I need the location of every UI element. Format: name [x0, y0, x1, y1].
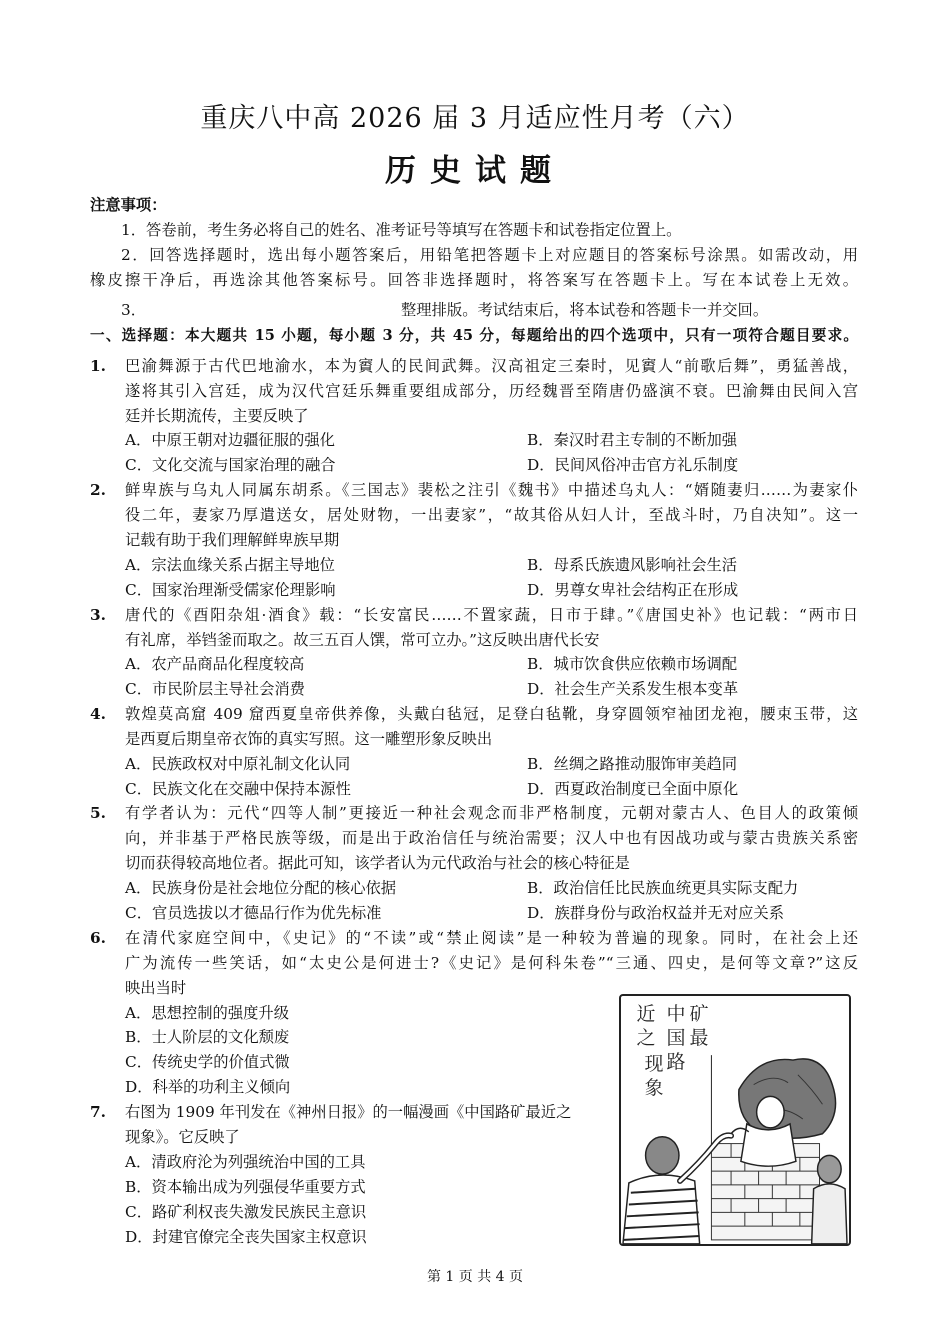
question-1-stem-line: 廷并长期流传，主要反映了 [125, 407, 309, 425]
question-5-option-a[interactable]: A．民族身份是社会地位分配的核心依据 [125, 879, 397, 897]
question-7-option-c[interactable]: C．路矿利权丧失激发民族民主意识 [125, 1203, 367, 1221]
question-7-option-b[interactable]: B．资本输出成为列强侵华重要方式 [125, 1178, 366, 1196]
question-5-number: 5. [90, 804, 106, 822]
question-6-option-c[interactable]: C．传统史学的价值式微 [125, 1053, 290, 1071]
question-4-option-c[interactable]: C．民族文化在交融中保持本源性 [125, 780, 351, 798]
section-1-heading: 一、选择题：本大题共 15 小题，每小题 3 分，共 45 分，每题给出的四个选项中，只有一项符合题目要求。 [90, 327, 858, 344]
question-2-number: 2. [90, 481, 106, 499]
question-3-stem-line: 唐代的《酉阳杂俎·酒食》载：“长安富民……不置家蔬，日市于肆。”《唐国史补》也记载：“两市日 [125, 606, 858, 624]
question-5-option-c[interactable]: C．官员选拔以才德品行作为优先标准 [125, 904, 382, 922]
question-4-stem-line: 敦煌莫高窟 409 窟西夏皇帝供养像，头戴白毡冠，足登白毡靴，身穿圆领窄袖团龙袍，腰束玉带，这 [125, 705, 858, 723]
question-7-number: 7. [90, 1103, 106, 1121]
question-6-stem-line: 广为流传一些笑话，如“太史公是何进士?《史记》是何科朱卷”“三通、四史，是何等文章?”这反 [125, 954, 858, 972]
question-6-number: 6. [90, 929, 106, 947]
question-7-stem-line: 右图为 1909 年刊发在《神州日报》的一幅漫画《中国路矿最近之 [125, 1103, 572, 1121]
question-5-stem-line: 有学者认为：元代“四等人制”更接近一种社会观念而非严格制度，元朝对蒙古人、色目人的政策倾 [125, 804, 858, 822]
notice-heading: 注意事项： [90, 196, 167, 214]
question-6-stem-line: 在清代家庭空间中，《史记》的“不读”或“禁止阅读”是一种较为普遍的现象。同时，在社会上还 [125, 929, 858, 947]
question-6-option-a[interactable]: A．思想控制的强度升级 [125, 1004, 290, 1022]
question-3-number: 3. [90, 606, 106, 624]
question-6-stem-line: 映出当时 [125, 979, 187, 997]
question-7-option-a[interactable]: A．清政府沦为列强统治中国的工具 [125, 1153, 366, 1171]
exam-subject: 历史试题 [385, 153, 565, 189]
question-4-stem-line: 是西夏后期皇帝衣饰的真实写照。这一雕塑形象反映出 [125, 730, 493, 748]
question-2-option-c[interactable]: C．国家治理渐受儒家伦理影响 [125, 581, 336, 599]
question-1-number: 1. [90, 357, 106, 375]
question-2-option-d[interactable]: D．男尊女卑社会结构正在形成 [527, 581, 739, 599]
notice-item-3-number: 3． [121, 301, 147, 319]
question-3-option-c[interactable]: C．市民阶层主导社会消费 [125, 680, 305, 698]
question-7-stem-line: 现象》。它反映了 [125, 1128, 240, 1146]
question-2-option-b[interactable]: B．母系氏族遗风影响社会生活 [527, 556, 738, 574]
cartoon-caption-col-3: 近之 [636, 1003, 656, 1049]
question-3-option-b[interactable]: B．城市饮食供应依赖市场调配 [527, 655, 738, 673]
question-6-option-b[interactable]: B．士人阶层的文化颓废 [125, 1028, 290, 1046]
question-4-option-d[interactable]: D．西夏政治制度已全面中原化 [527, 780, 739, 798]
question-4-number: 4. [90, 705, 106, 723]
question-2-stem-line: 役二年，妻家乃厚遣送女，居处财物，一出妻家”，“故其俗从妇人计，至战斗时，乃自决知”。这一 [125, 506, 858, 524]
notice-item-1: 1．答卷前，考生务必将自己的姓名、准考证号等填写在答题卡和试卷指定位置上。 [121, 221, 682, 239]
question-2-option-a[interactable]: A．宗法血缘关系占据主导地位 [125, 556, 335, 574]
question-1-option-c[interactable]: C．文化交流与国家治理的融合 [125, 456, 336, 474]
notice-item-3-text: 整理排版。考试结束后，将本试卷和答题卡一并交回。 [401, 301, 769, 319]
question-5-option-d[interactable]: D．族群身份与政治权益并无对应关系 [527, 904, 785, 922]
cartoon-caption-col-2: 矿最 [689, 1003, 709, 1049]
question-7-option-d[interactable]: D．封建官僚完全丧失国家主权意识 [125, 1228, 367, 1246]
question-1-option-b[interactable]: B．秦汉时君主专制的不断加强 [527, 431, 738, 449]
question-5-stem-line: 向，并非基于严格民族等级，而是出于政治信任与统治需要；汉人中也有因战功或与蒙古贵族关系密 [125, 829, 858, 847]
question-4-option-a[interactable]: A．民族政权对中原礼制文化认同 [125, 755, 351, 773]
question-5-stem-line: 切而获得较高地位者。据此可知，该学者认为元代政治与社会的核心特征是 [125, 854, 630, 872]
notice-item-2-line-1: 2．回答选择题时，选出每小题答案后，用铅笔把答题卡上对应题目的答案标号涂黑。如需改动，用 [121, 246, 858, 264]
cartoon-caption-col-1: 中国路 [666, 1003, 686, 1073]
question-4-option-b[interactable]: B．丝绸之路推动服饰审美趋同 [527, 755, 738, 773]
notice-item-2-line-2: 橡皮擦干净后，再选涂其他答案标号。回答非选择题时，将答案写在答题卡上。写在本试卷上无效。 [90, 271, 858, 289]
question-5-option-b[interactable]: B．政治信任比民族血统更具实际支配力 [527, 879, 799, 897]
page-footer: 第 1 页 共 4 页 [426, 1269, 524, 1285]
question-1-stem-line: 遂将其引入宫廷，成为汉代宫廷乐舞重要组成部分，历经魏晋至隋唐仍盛演不衰。巴渝舞由民间入宫 [125, 382, 858, 400]
question-3-option-a[interactable]: A．农产品商品化程度较高 [125, 655, 305, 673]
question-1-option-d[interactable]: D．民间风俗冲击官方礼乐制度 [527, 456, 739, 474]
question-6-option-d[interactable]: D．科举的功利主义倾向 [125, 1078, 291, 1096]
exam-title: 重庆八中高 2026 届 3 月适应性月考（六） [200, 103, 750, 134]
cartoon-caption-col-4: 现象 [644, 1053, 664, 1099]
question-2-stem-line: 记载有助于我们理解鲜卑族早期 [125, 531, 340, 549]
question-3-stem-line: 有礼席，举铛釜而取之。故三五百人馔，常可立办。”这反映出唐代长安 [125, 631, 600, 649]
question-2-stem-line: 鲜卑族与乌丸人同属东胡系。《三国志》裴松之注引《魏书》中描述乌丸人：“婿随妻归……为妻家仆 [125, 481, 858, 499]
question-1-option-a[interactable]: A．中原王朝对边疆征服的强化 [125, 431, 335, 449]
cartoon-figure [619, 994, 851, 1246]
question-1-stem-line: 巴渝舞源于古代巴地渝水，本为賨人的民间武舞。汉高祖定三秦时，见賨人“前歌后舞”，勇猛善战， [125, 357, 858, 375]
question-3-option-d[interactable]: D．社会生产关系发生根本变革 [527, 680, 739, 698]
